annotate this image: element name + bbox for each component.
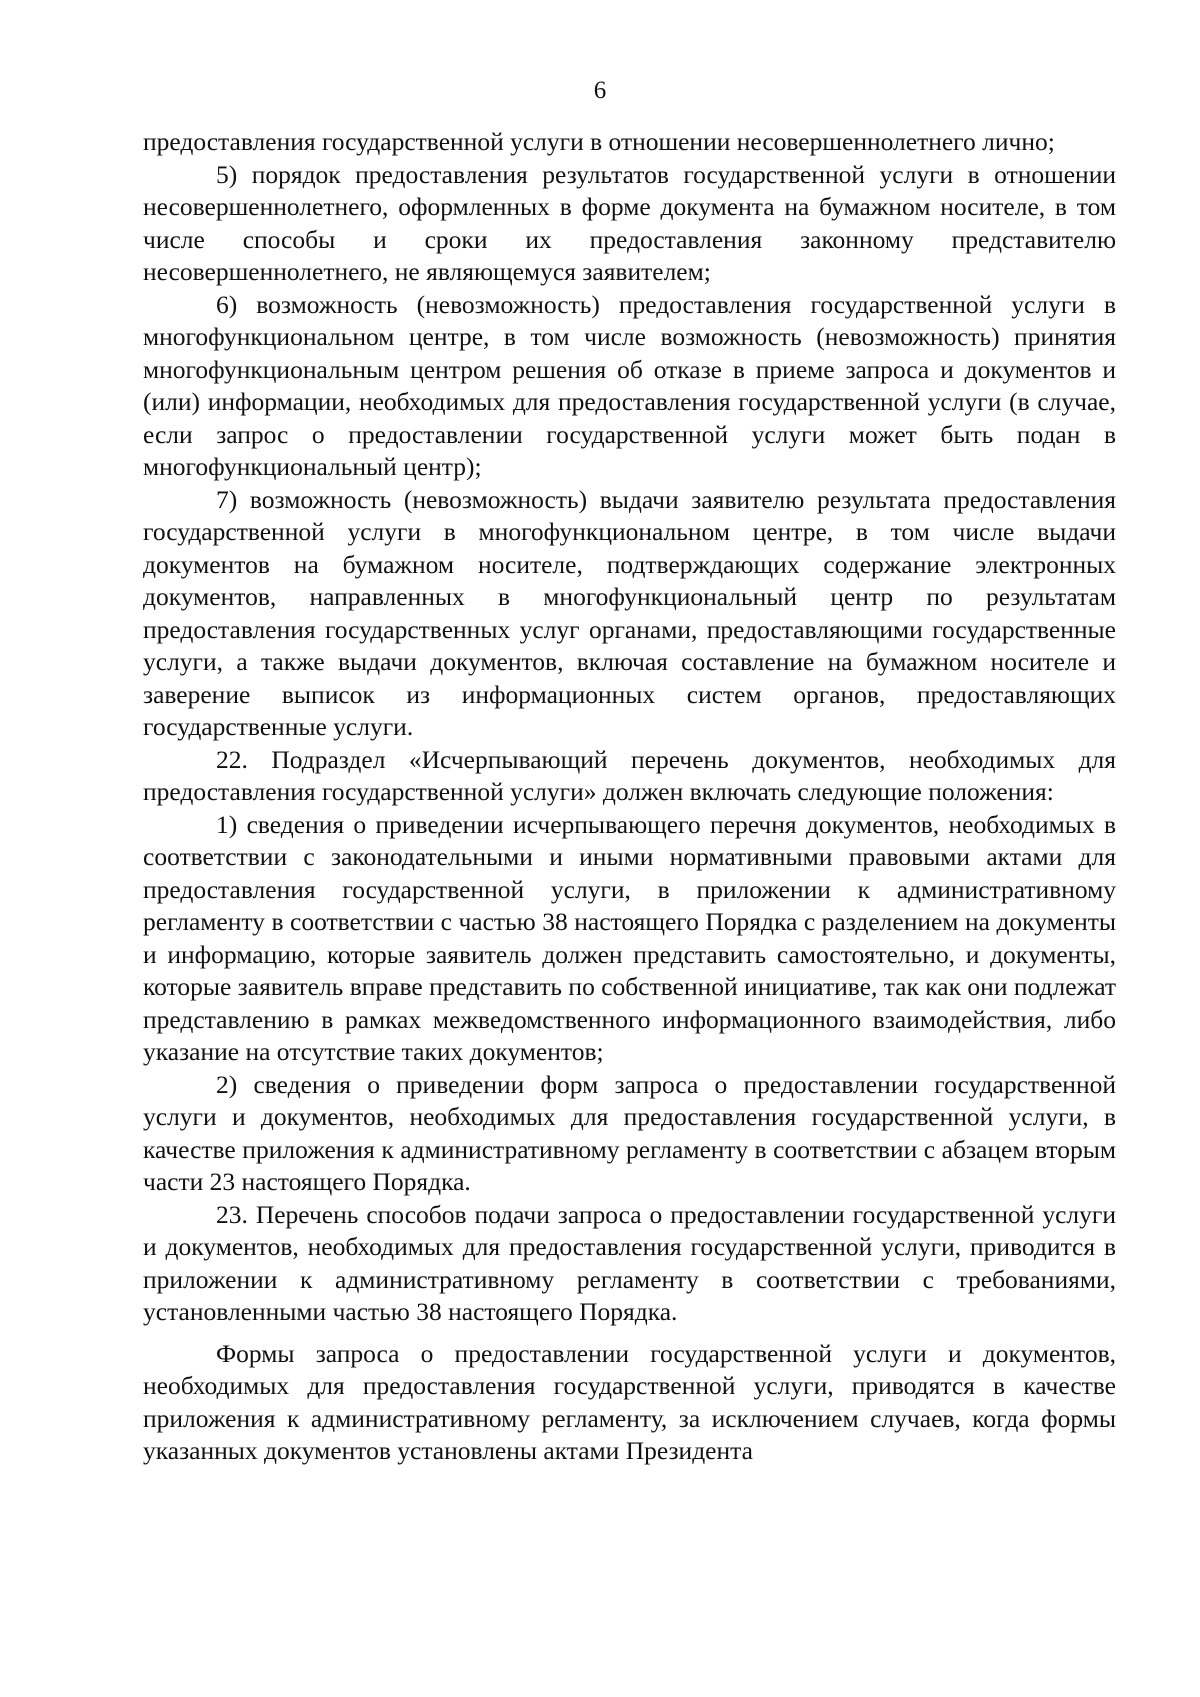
paragraph-clause-22: 22. Подраздел «Исчерпывающий перечень документов, необходимых для предоставления государственной услуги» должен включать следующие положения: bbox=[143, 744, 1116, 806]
paragraph-clause-22-item-1: 1) сведения о приведении исчерпывающего перечня документов, необходимых в соответствии с законодательными и иными нормативными правовыми актами для предоставления государственной услуги, в приложении к административному регламенту в соответствии с частью 38 настоящего Порядка с разделением на документы и информацию, которые заявитель должен представить самостоятельно, и документы, которые заявитель вправе представить по собственной инициативе, так как они подлежат представлению в рамках межведомственного информационного взаимодействия, либо указание на отсутствие таких документов; bbox=[143, 809, 1116, 1066]
paragraph-item-5: 5) порядок предоставления результатов государственной услуги в отношении несовершеннолетнего, оформленных в форме документа на бумажном носителе, в том числе способы и сроки их предоставления законному представителю несовершеннолетнего, не являющемуся заявителем; bbox=[143, 159, 1116, 286]
page-number: 6 bbox=[593, 77, 607, 104]
paragraph-item-6: 6) возможность (невозможность) предоставления государственной услуги в многофункциональном центре, в том числе возможность (невозможность) принятия многофункциональным центром решения об отказе в приеме запроса и документов и (или) информации, необходимых для предоставления государственной услуги (в случае, если запрос о предоставлении государственной услуги может быть подан в многофункциональный центр); bbox=[143, 289, 1116, 481]
paragraph-item-7: 7) возможность (невозможность) выдачи заявителю результата предоставления государственной услуги в многофункциональном центре, в том числе выдачи документов на бумажном носителе, подтверждающих содержание электронных документов, направленных в многофункциональный центр по результатам предоставления государственных услуг органами, предоставляющими государственные услуги, а также выдачи документов, включая составление на бумажном носителе и заверение выписок из информационных систем органов, предоставляющих государственные услуги. bbox=[143, 484, 1116, 741]
paragraph-clause-22-item-2: 2) сведения о приведении форм запроса о предоставлении государственной услуги и документов, необходимых для предоставления государственной услуги, в качестве приложения к административному регламенту в соответствии с абзацем вторым части 23 настоящего Порядка. bbox=[143, 1069, 1116, 1196]
paragraph-clause-23: 23. Перечень способов подачи запроса о предоставлении государственной услуги и документов, необходимых для предоставления государственной услуги, приводится в приложении к административному регламенту в соответствии с требованиями, установленными частью 38 настоящего Порядка. bbox=[143, 1199, 1116, 1326]
paragraph-continuation: предоставления государственной услуги в отношении несовершеннолетнего лично; bbox=[143, 127, 1055, 156]
paragraph-forms: Формы запроса о предоставлении государственной услуги и документов, необходимых для предоставления государственной услуги, приводятся в качестве приложения к административному регламенту, за исключением случаев, когда формы указанных документов установлены актами Президента bbox=[143, 1338, 1116, 1465]
document-body bbox=[143, 126, 1116, 1468]
